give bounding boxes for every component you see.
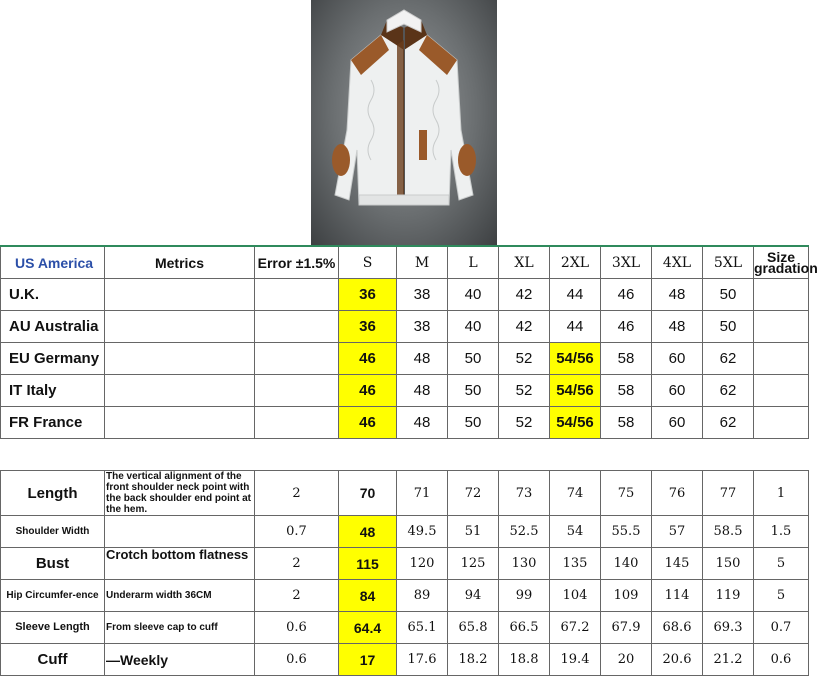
- measurement-label: Bust: [1, 548, 105, 580]
- size-cell: 60: [652, 375, 703, 407]
- measurement-gradation: 5: [754, 580, 809, 612]
- measurement-cell: 109: [601, 580, 652, 612]
- measurement-desc: Underarm width 36CM: [105, 580, 255, 612]
- measurement-cell: 17: [339, 644, 397, 676]
- measurement-cell: 58.5: [703, 516, 754, 548]
- size-cell: 46: [601, 311, 652, 343]
- measurement-cell: 130: [499, 548, 550, 580]
- region-label: EU Germany: [1, 343, 105, 375]
- size-cell: 50: [448, 343, 499, 375]
- measurement-cell: 119: [703, 580, 754, 612]
- measurement-cell: 20: [601, 644, 652, 676]
- measurement-cell: 140: [601, 548, 652, 580]
- measurement-cell: 65.1: [397, 612, 448, 644]
- measurement-row: [1, 644, 809, 676]
- measurement-cell: 21.2: [703, 644, 754, 676]
- size-cell: 44: [550, 311, 601, 343]
- measurement-cell: 17.6: [397, 644, 448, 676]
- size-cell: 40: [448, 279, 499, 311]
- measurement-cell: 54: [550, 516, 601, 548]
- measurement-cell: 18.2: [448, 644, 499, 676]
- measurement-cell: 55.5: [601, 516, 652, 548]
- measurement-cell: 99: [499, 580, 550, 612]
- size-cell: 36: [339, 279, 397, 311]
- measurement-gradation: 5: [754, 548, 809, 580]
- header-size: 5XL: [703, 246, 754, 279]
- header-row: [1, 246, 809, 279]
- measurement-cell: 74: [550, 471, 601, 516]
- measurement-gradation: 0.7: [754, 612, 809, 644]
- measurement-cell: 71: [397, 471, 448, 516]
- measurement-cell: 84: [339, 580, 397, 612]
- measurement-cell: 76: [652, 471, 703, 516]
- size-cell: 48: [652, 279, 703, 311]
- size-cell: 40: [448, 311, 499, 343]
- measurement-cell: 48: [339, 516, 397, 548]
- header-size: 4XL: [652, 246, 703, 279]
- measurement-error: 2: [255, 471, 339, 516]
- region-label: U.K.: [1, 279, 105, 311]
- measurement-cell: 49.5: [397, 516, 448, 548]
- measurement-label: Shoulder Width: [1, 516, 105, 548]
- measurement-cell: 104: [550, 580, 601, 612]
- size-cell: 58: [601, 375, 652, 407]
- measurement-cell: 18.8: [499, 644, 550, 676]
- measurement-cell: 73: [499, 471, 550, 516]
- region-label: AU Australia: [1, 311, 105, 343]
- measurement-cell: 70: [339, 471, 397, 516]
- region-row: [1, 375, 809, 407]
- measurement-cell: 20.6: [652, 644, 703, 676]
- size-cell: 38: [397, 279, 448, 311]
- measurement-label: Cuff: [1, 644, 105, 676]
- region-label: IT Italy: [1, 375, 105, 407]
- size-cell: 50: [703, 279, 754, 311]
- measurement-desc: From sleeve cap to cuff: [105, 612, 255, 644]
- size-cell: 48: [397, 407, 448, 439]
- size-cell: 60: [652, 343, 703, 375]
- region-label: FR France: [1, 407, 105, 439]
- size-cell: 60: [652, 407, 703, 439]
- header-size: 2XL: [550, 246, 601, 279]
- size-cell: 38: [397, 311, 448, 343]
- region-row: [1, 311, 809, 343]
- size-cell: 54/56: [550, 375, 601, 407]
- header-size: 3XL: [601, 246, 652, 279]
- measurement-cell: 115: [339, 548, 397, 580]
- measurement-cell: 89: [397, 580, 448, 612]
- size-cell: 46: [339, 375, 397, 407]
- measurement-gradation: 0.6: [754, 644, 809, 676]
- table-spacer: [1, 439, 809, 471]
- header-size: XL: [499, 246, 550, 279]
- size-cell: 54/56: [550, 343, 601, 375]
- measurement-cell: 150: [703, 548, 754, 580]
- measurement-cell: 120: [397, 548, 448, 580]
- region-row: [1, 279, 809, 311]
- measurement-cell: 114: [652, 580, 703, 612]
- measurement-gradation: 1: [754, 471, 809, 516]
- product-photo-jacket: [311, 0, 497, 245]
- measurement-cell: 145: [652, 548, 703, 580]
- measurement-cell: 52.5: [499, 516, 550, 548]
- size-cell: 42: [499, 311, 550, 343]
- size-cell: 50: [448, 375, 499, 407]
- measurement-cell: 77: [703, 471, 754, 516]
- measurement-desc: [105, 516, 255, 548]
- size-cell: 48: [652, 311, 703, 343]
- measurement-cell: 51: [448, 516, 499, 548]
- size-cell: 52: [499, 343, 550, 375]
- measurement-cell: 72: [448, 471, 499, 516]
- header-region: US America: [1, 246, 105, 279]
- size-cell: 52: [499, 375, 550, 407]
- measurement-cell: 65.8: [448, 612, 499, 644]
- measurement-cell: 135: [550, 548, 601, 580]
- size-cell: 50: [703, 311, 754, 343]
- measurement-error: 2: [255, 548, 339, 580]
- measurement-cell: 69.3: [703, 612, 754, 644]
- size-cell: 42: [499, 279, 550, 311]
- size-cell: 46: [601, 279, 652, 311]
- measurement-cell: 19.4: [550, 644, 601, 676]
- header-size: M: [397, 246, 448, 279]
- measurement-error: 0.6: [255, 644, 339, 676]
- measurement-desc: The vertical alignment of the front shoulder neck point with the back shoulder end point at the hem.: [105, 471, 255, 516]
- header-metrics: Metrics: [105, 246, 255, 279]
- size-cell: 52: [499, 407, 550, 439]
- measurement-cell: 64.4: [339, 612, 397, 644]
- measurement-label: Sleeve Length: [1, 612, 105, 644]
- measurement-error: 0.7: [255, 516, 339, 548]
- measurement-gradation: 1.5: [754, 516, 809, 548]
- measurement-label: Hip Circumfer-ence: [1, 580, 105, 612]
- size-cell: 44: [550, 279, 601, 311]
- measurement-row: [1, 548, 809, 580]
- header-error: Error ±1.5%: [255, 246, 339, 279]
- size-chart-table: [0, 245, 818, 676]
- measurement-error: 2: [255, 580, 339, 612]
- measurement-cell: 94: [448, 580, 499, 612]
- size-cell: 48: [397, 343, 448, 375]
- region-row: [1, 343, 809, 375]
- measurement-row: [1, 471, 809, 516]
- measurement-cell: 68.6: [652, 612, 703, 644]
- measurement-row: [1, 580, 809, 612]
- size-cell: 46: [339, 407, 397, 439]
- measurement-cell: 75: [601, 471, 652, 516]
- size-cell: 58: [601, 407, 652, 439]
- measurement-desc: Crotch bottom flatness: [105, 548, 255, 580]
- size-cell: 62: [703, 407, 754, 439]
- size-cell: 58: [601, 343, 652, 375]
- measurement-label: Length: [1, 471, 105, 516]
- measurement-cell: 67.9: [601, 612, 652, 644]
- measurement-row: [1, 516, 809, 548]
- size-cell: 50: [448, 407, 499, 439]
- header-size: L: [448, 246, 499, 279]
- header-size: S: [339, 246, 397, 279]
- header-gradation: Size gradation: [754, 246, 809, 279]
- measurement-row: [1, 612, 809, 644]
- size-cell: 62: [703, 343, 754, 375]
- measurement-cell: 125: [448, 548, 499, 580]
- measurement-cell: 57: [652, 516, 703, 548]
- size-cell: 62: [703, 375, 754, 407]
- size-cell: 48: [397, 375, 448, 407]
- region-row: [1, 407, 809, 439]
- size-cell: 54/56: [550, 407, 601, 439]
- size-cell: 36: [339, 311, 397, 343]
- measurement-cell: 67.2: [550, 612, 601, 644]
- size-cell: 46: [339, 343, 397, 375]
- measurement-cell: 66.5: [499, 612, 550, 644]
- measurement-desc: —Weekly: [105, 644, 255, 676]
- measurement-error: 0.6: [255, 612, 339, 644]
